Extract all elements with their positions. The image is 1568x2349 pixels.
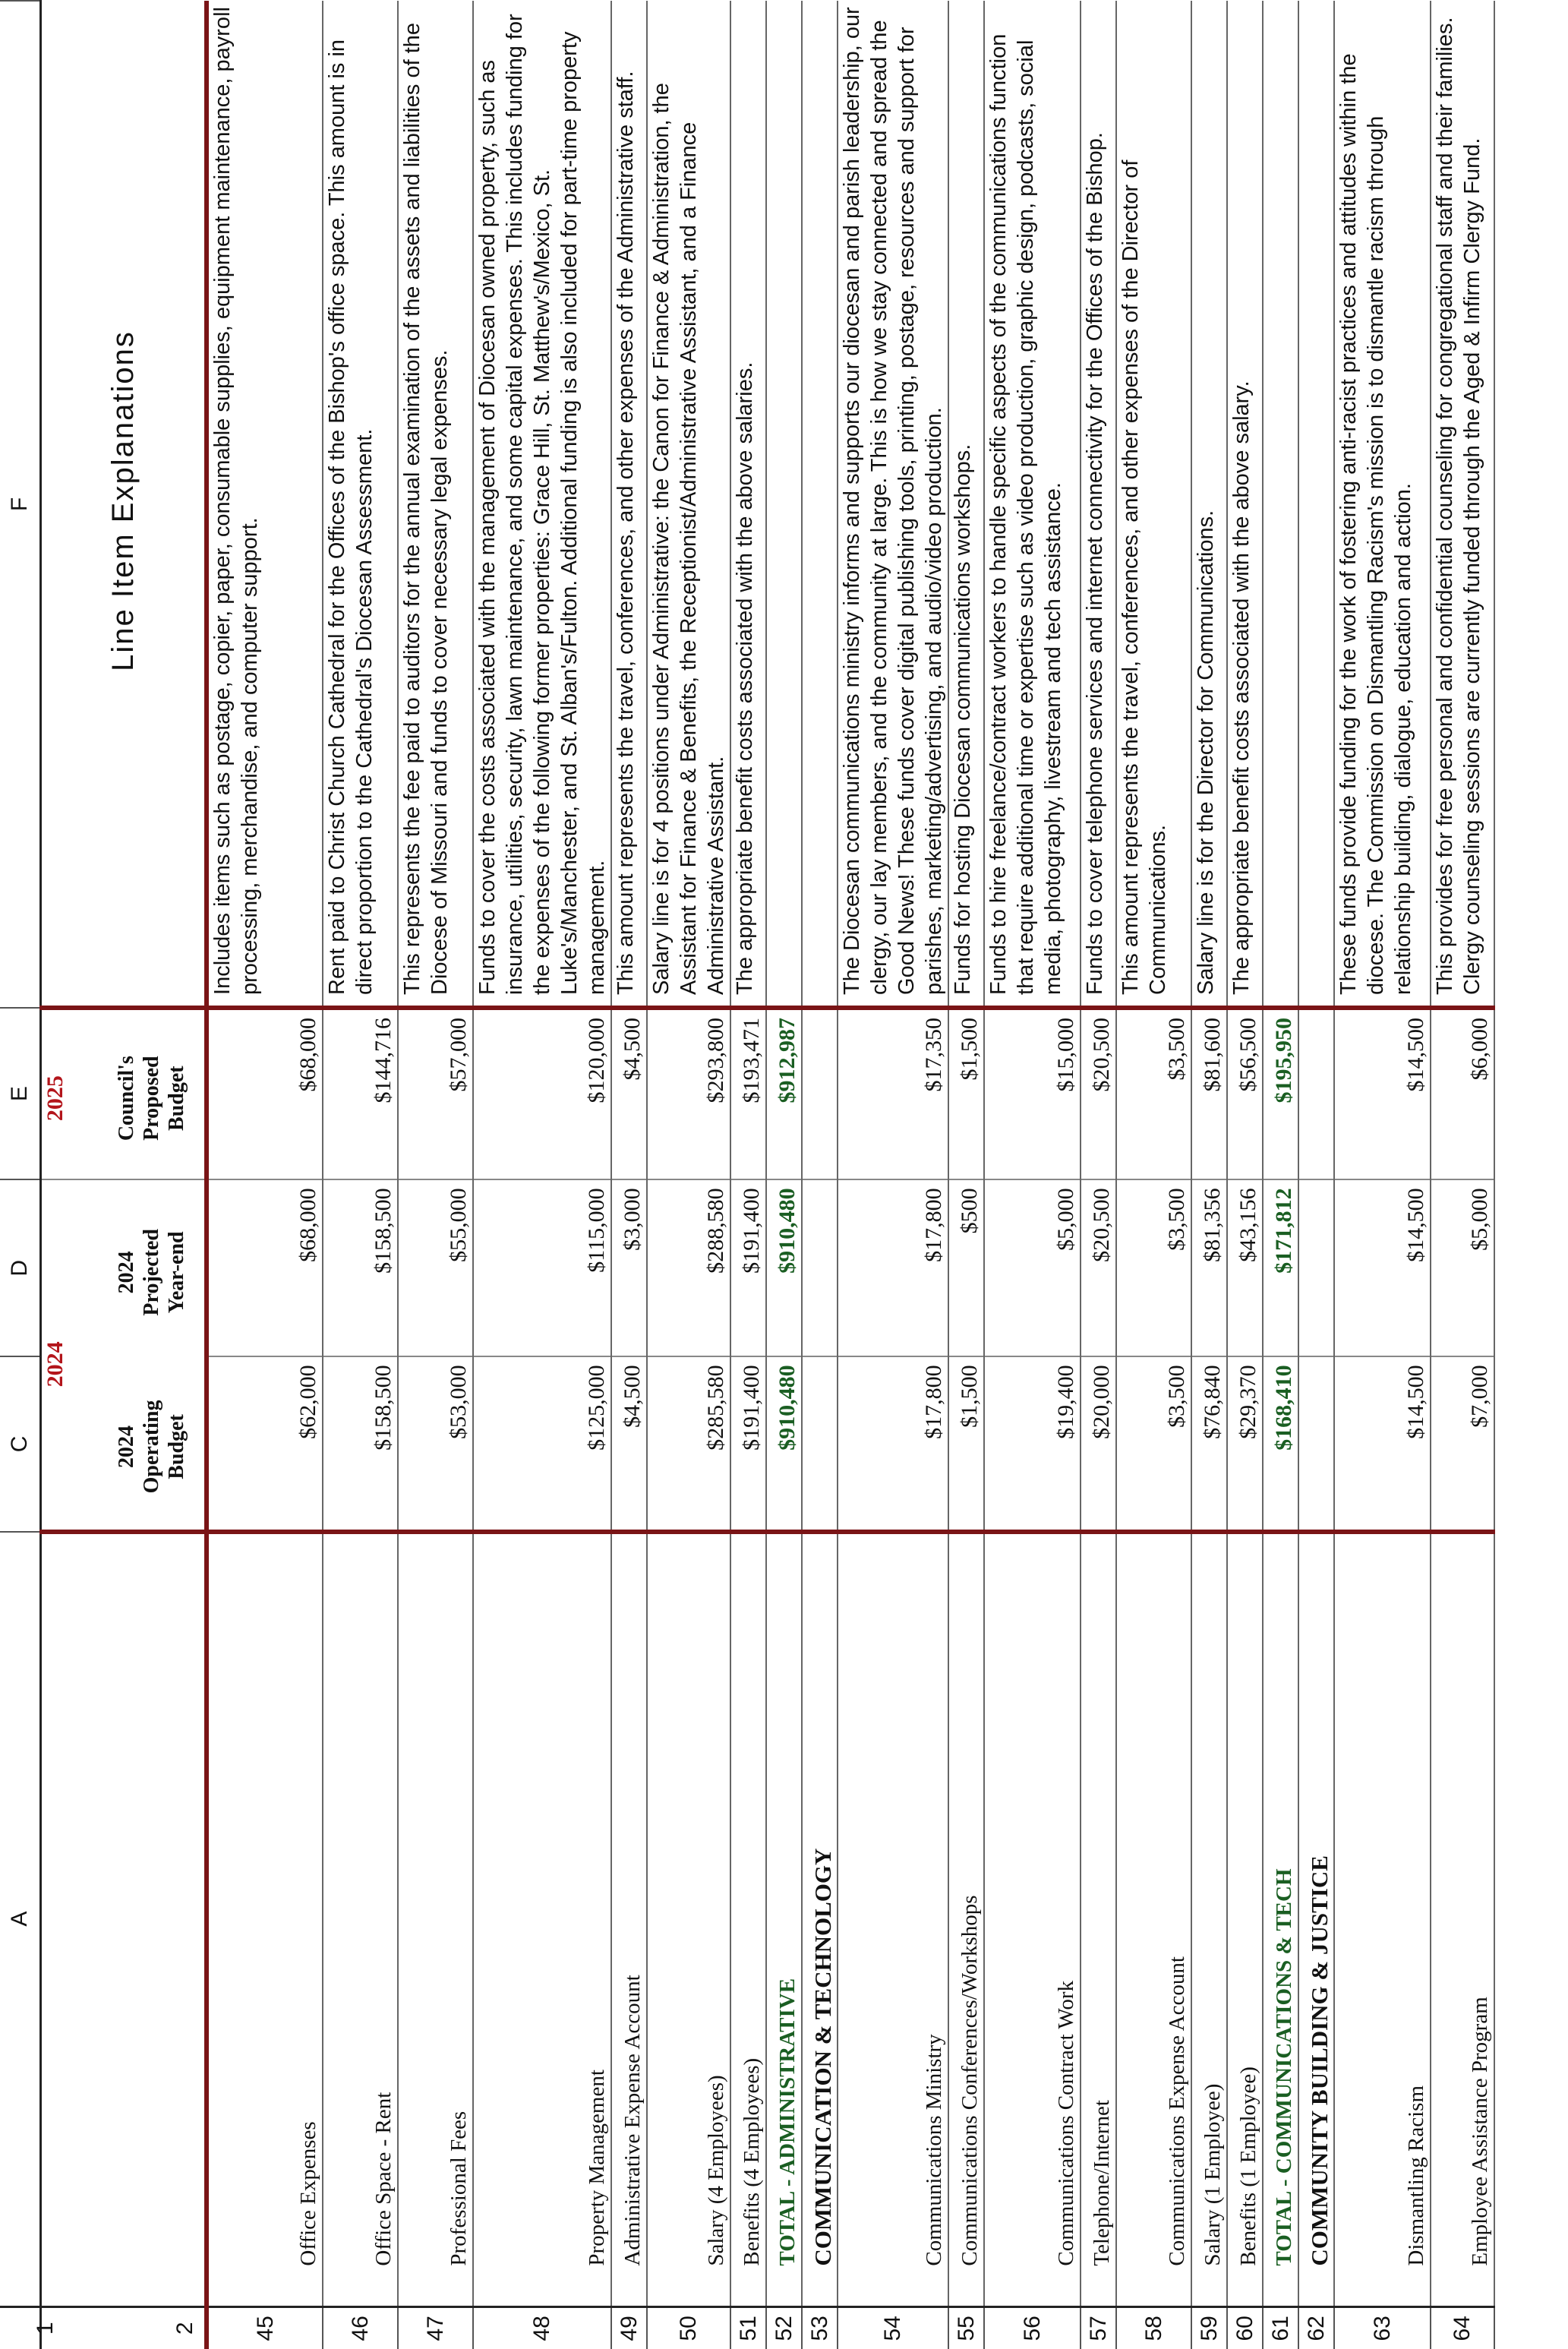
- table-row: [730, 1, 766, 2349]
- row-number[interactable]: 51: [730, 2306, 766, 2349]
- row-number[interactable]: 58: [1116, 2306, 1191, 2349]
- explanation-line: media, photography, livestream and tech assistance.: [1041, 482, 1065, 995]
- header-proposed-budget: Council's Proposed Budget: [115, 1056, 188, 1141]
- operating-budget-cell[interactable]: [802, 1356, 838, 1531]
- explanation-cell[interactable]: [1191, 1, 1227, 1008]
- column-header-e[interactable]: E: [0, 1008, 41, 1179]
- explanation-cell[interactable]: [1431, 1, 1494, 1008]
- explanation-line: the expenses of the following former properties: Grace Hill, St. Matthew's/Mexico, St.: [530, 169, 554, 995]
- line-item-label[interactable]: Telephone/Internet: [1081, 1532, 1116, 2307]
- table-row: [1191, 1, 1227, 2349]
- explanation-line: Clergy counseling sessions are currently funded through the Aged & Infirm Clergy Fund.: [1460, 137, 1484, 995]
- table-row: [984, 1, 1081, 2349]
- explanation-line: that require additional time or expertise such as video production, graphic design, podcasts, social: [1014, 39, 1038, 995]
- operating-budget-cell[interactable]: $62,000: [207, 1356, 323, 1531]
- explanation-line: The appropriate benefit costs associated with the above salaries.: [733, 362, 757, 995]
- row-number[interactable]: 63: [1334, 2306, 1431, 2349]
- table-row: [1081, 1, 1116, 2349]
- table-row: [611, 1, 647, 2349]
- projected-year-end-cell[interactable]: $17,800: [838, 1179, 948, 1356]
- operating-budget-cell[interactable]: $29,370: [1227, 1356, 1263, 1531]
- operating-budget-cell[interactable]: $191,400: [730, 1356, 766, 1531]
- projected-year-end-cell[interactable]: $68,000: [207, 1179, 323, 1356]
- explanation-line: Funds to hire freelance/contract workers to handle specific aspects of the communications function: [986, 33, 1011, 995]
- explanation-line: relationship building, dialogue, education and action.: [1391, 483, 1415, 995]
- line-item-label[interactable]: TOTAL - COMMUNICATIONS & TECH: [1263, 1532, 1298, 2307]
- line-item-label[interactable]: Communications Contract Work: [984, 1532, 1081, 2307]
- column-header-d[interactable]: D: [0, 1179, 41, 1356]
- proposed-budget-cell[interactable]: $4,500: [611, 1008, 647, 1179]
- explanation-line: Funds to cover the costs associated with the management of Diocesan owned property, such as: [475, 59, 500, 995]
- table-row: [398, 1, 473, 2349]
- line-item-label[interactable]: TOTAL - ADMINISTRATIVE: [766, 1532, 802, 2307]
- proposed-budget-cell[interactable]: $57,000: [398, 1008, 473, 1179]
- explanation-line: Funds for hosting Diocesan communications workshops.: [951, 444, 975, 995]
- line-item-label[interactable]: Dismantling Racism: [1334, 1532, 1431, 2307]
- explanation-line: diocese. The Commission on Dismantling Racism's mission is to dismantle racism through: [1364, 115, 1388, 995]
- projected-year-end-cell[interactable]: $158,500: [323, 1179, 398, 1356]
- proposed-budget-cell[interactable]: $6,000: [1431, 1008, 1494, 1179]
- table-row: [1334, 1, 1431, 2349]
- explanation-line: Diocese of Missouri and funds to cover necessary legal expenses.: [427, 349, 452, 995]
- projected-year-end-cell[interactable]: $910,480: [766, 1179, 802, 1356]
- table-row: [323, 1, 398, 2349]
- header-cell-f[interactable]: [41, 1, 207, 1008]
- proposed-budget-cell[interactable]: $3,500: [1116, 1008, 1191, 1179]
- table-row: [948, 1, 984, 2349]
- projected-year-end-cell[interactable]: $288,580: [647, 1179, 730, 1356]
- proposed-budget-cell[interactable]: $193,471: [730, 1008, 766, 1179]
- projected-year-end-cell[interactable]: [1298, 1179, 1334, 1356]
- row-number-header[interactable]: [33, 2306, 207, 2349]
- operating-budget-cell[interactable]: $14,500: [1334, 1356, 1431, 1531]
- line-item-label[interactable]: Property Management: [473, 1532, 611, 2307]
- projected-year-end-cell[interactable]: $14,500: [1334, 1179, 1431, 1356]
- header-cell-a[interactable]: [41, 1532, 207, 2307]
- row-number[interactable]: 53: [802, 2306, 838, 2349]
- year-2025-label: 2025: [43, 1075, 68, 1122]
- operating-budget-cell[interactable]: $910,480: [766, 1356, 802, 1531]
- projected-year-end-cell[interactable]: $55,000: [398, 1179, 473, 1356]
- header-operating-budget: 2024 Operating Budget: [115, 1400, 188, 1494]
- operating-budget-cell[interactable]: [1298, 1356, 1334, 1531]
- table-row: [1263, 1, 1298, 2349]
- explanation-line: This amount represents the travel, conferences, and other expenses of the Administrative staff.: [614, 71, 638, 995]
- explanation-cell[interactable]: [984, 1, 1081, 1008]
- row-number[interactable]: 61: [1263, 2306, 1298, 2349]
- row-number[interactable]: 49: [611, 2306, 647, 2349]
- proposed-budget-cell[interactable]: [802, 1008, 838, 1179]
- row-number[interactable]: 54: [838, 2306, 948, 2349]
- explanation-cell[interactable]: [948, 1, 984, 1008]
- projected-year-end-cell[interactable]: $171,812: [1263, 1179, 1298, 1356]
- line-item-label[interactable]: Office Space - Rent: [323, 1532, 398, 2307]
- operating-budget-cell[interactable]: $125,000: [473, 1356, 611, 1531]
- explanation-line: The Diocesan communications ministry informs and supports our diocesan and parish leadership, our: [840, 7, 864, 995]
- row-number[interactable]: 56: [984, 2306, 1081, 2349]
- explanation-cell[interactable]: [802, 1, 838, 1008]
- line-item-label[interactable]: Communications Ministry: [838, 1532, 948, 2307]
- explanation-cell[interactable]: [398, 1, 473, 1008]
- line-item-label[interactable]: Salary (1 Employee): [1191, 1532, 1227, 2307]
- projected-year-end-cell[interactable]: $43,156: [1227, 1179, 1263, 1356]
- table-row: [766, 1, 802, 2349]
- row-number[interactable]: 47: [398, 2306, 473, 2349]
- explanation-cell[interactable]: [838, 1, 948, 1008]
- explanation-cell[interactable]: [207, 1, 323, 1008]
- operating-budget-cell[interactable]: $1,500: [948, 1356, 984, 1531]
- proposed-budget-cell[interactable]: $120,000: [473, 1008, 611, 1179]
- explanation-cell[interactable]: [473, 1, 611, 1008]
- explanation-line: Funds to cover telephone services and internet connectivity for the Offices of the Bishop.: [1083, 132, 1107, 995]
- operating-budget-cell[interactable]: $20,000: [1081, 1356, 1116, 1531]
- row-number[interactable]: 50: [647, 2306, 730, 2349]
- year-2024-label: 2024: [43, 1341, 68, 1388]
- row-number[interactable]: 48: [473, 2306, 611, 2349]
- line-item-label[interactable]: Communications Conferences/Workshops: [948, 1532, 984, 2307]
- explanation-line: parishes, marketing/advertising, and audio/video production.: [922, 407, 946, 995]
- operating-budget-cell[interactable]: $285,580: [647, 1356, 730, 1531]
- proposed-budget-cell[interactable]: $56,500: [1227, 1008, 1263, 1179]
- proposed-budget-cell[interactable]: $17,350: [838, 1008, 948, 1179]
- line-item-label[interactable]: Administrative Expense Account: [611, 1532, 647, 2307]
- section-heading[interactable]: COMMUNITY BUILDING & JUSTICE: [1298, 1532, 1334, 2307]
- row-number[interactable]: 45: [207, 2306, 323, 2349]
- line-item-label[interactable]: Office Expenses: [207, 1532, 323, 2307]
- explanation-line: Assistant for Finance & Benefits, the Receptionist/Administrative Assistant, and a Finance: [677, 122, 701, 995]
- explanation-cell[interactable]: [1334, 1, 1431, 1008]
- table-row: [838, 1, 948, 2349]
- explanation-cell[interactable]: [647, 1, 730, 1008]
- operating-budget-cell[interactable]: $158,500: [323, 1356, 398, 1531]
- proposed-budget-cell[interactable]: $1,500: [948, 1008, 984, 1179]
- line-item-label[interactable]: Salary (4 Employees): [647, 1532, 730, 2307]
- row-number[interactable]: 59: [1191, 2306, 1227, 2349]
- proposed-budget-cell[interactable]: $144,716: [323, 1008, 398, 1179]
- table-row: [473, 1, 611, 2349]
- row-number[interactable]: 60: [1227, 2306, 1263, 2349]
- header-cell-d[interactable]: [41, 1179, 207, 1356]
- operating-budget-cell[interactable]: $7,000: [1431, 1356, 1494, 1531]
- explanation-line: Communications.: [1146, 824, 1170, 995]
- table-row: [1431, 1, 1494, 2349]
- row-number-1: 1: [33, 2322, 58, 2335]
- explanation-cell[interactable]: [323, 1, 398, 1008]
- operating-budget-cell[interactable]: $4,500: [611, 1356, 647, 1531]
- column-letter-row: [0, 1, 41, 2349]
- projected-year-end-cell[interactable]: $5,000: [984, 1179, 1081, 1356]
- explanation-line: clergy, our lay members, and the community at large. This is how we stay connected and spread the: [867, 20, 891, 995]
- projected-year-end-cell[interactable]: $3,500: [1116, 1179, 1191, 1356]
- explanation-line: management.: [585, 860, 609, 995]
- column-header-a[interactable]: A: [0, 1532, 41, 2307]
- explanation-line: Salary line is for the Director for Communications.: [1194, 510, 1218, 995]
- operating-budget-cell[interactable]: $17,800: [838, 1356, 948, 1531]
- table-row: [207, 1, 323, 2349]
- row-number[interactable]: 62: [1298, 2306, 1334, 2349]
- line-item-label[interactable]: Communications Expense Account: [1116, 1532, 1191, 2307]
- explanation-cell[interactable]: [1263, 1, 1298, 1008]
- projected-year-end-cell[interactable]: $81,356: [1191, 1179, 1227, 1356]
- proposed-budget-cell[interactable]: $912,987: [766, 1008, 802, 1179]
- proposed-budget-cell[interactable]: $195,950: [1263, 1008, 1298, 1179]
- column-header-f[interactable]: F: [0, 1, 41, 1008]
- operating-budget-cell[interactable]: $3,500: [1116, 1356, 1191, 1531]
- line-item-label[interactable]: Benefits (4 Employees): [730, 1532, 766, 2307]
- line-item-label[interactable]: Professional Fees: [398, 1532, 473, 2307]
- explanation-cell[interactable]: [1298, 1, 1334, 1008]
- explanation-line: Salary line is for 4 positions under Administrative: the Canon for Finance & Administration, the: [649, 83, 674, 995]
- table-row: [647, 1, 730, 2349]
- table-row: [1298, 1, 1334, 2349]
- column-header-c[interactable]: C: [0, 1356, 41, 1531]
- projected-year-end-cell[interactable]: $20,500: [1081, 1179, 1116, 1356]
- row-number[interactable]: 57: [1081, 2306, 1116, 2349]
- projected-year-end-cell[interactable]: $5,000: [1431, 1179, 1494, 1356]
- explanation-line: The appropriate benefit costs associated with the above salary.: [1229, 380, 1254, 995]
- projected-year-end-cell[interactable]: $3,000: [611, 1179, 647, 1356]
- header-cell-c[interactable]: [41, 1341, 207, 1531]
- explanation-line: This provides for free personal and confidential counseling for congregational staff and their families.: [1433, 17, 1457, 995]
- explanation-cell[interactable]: [1227, 1, 1263, 1008]
- header-row: [41, 1, 207, 2349]
- header-cell-e[interactable]: [41, 1008, 207, 1179]
- operating-budget-cell[interactable]: $168,410: [1263, 1356, 1298, 1531]
- table-row: [1116, 1, 1191, 2349]
- projected-year-end-cell[interactable]: [802, 1179, 838, 1356]
- explanation-line: Includes items such as postage, copier, paper, consumable supplies, equipment maintenance, payroll: [210, 7, 235, 995]
- explanation-cell[interactable]: [766, 1, 802, 1008]
- proposed-budget-cell[interactable]: [1298, 1008, 1334, 1179]
- operating-budget-cell[interactable]: $53,000: [398, 1356, 473, 1531]
- explanation-cell[interactable]: [1116, 1, 1191, 1008]
- projected-year-end-cell[interactable]: $191,400: [730, 1179, 766, 1356]
- row-number[interactable]: 46: [323, 2306, 398, 2349]
- proposed-budget-cell[interactable]: $15,000: [984, 1008, 1081, 1179]
- explanation-line: Good News! These funds cover digital publishing tools, printing, postage, resources and support for: [894, 27, 919, 995]
- proposed-budget-cell[interactable]: $81,600: [1191, 1008, 1227, 1179]
- header-line-item-explanations: Line Item Explanations: [106, 330, 140, 671]
- table-row: [1227, 1, 1263, 2349]
- explanation-line: direct proportion to the Cathedral's Diocesan Assessment.: [352, 428, 377, 995]
- header-projected-year-end: 2024 Projected Year-end: [115, 1229, 188, 1316]
- line-item-label[interactable]: Employee Assistance Program: [1431, 1532, 1494, 2307]
- row-number[interactable]: 55: [948, 2306, 984, 2349]
- proposed-budget-cell[interactable]: $68,000: [207, 1008, 323, 1179]
- explanation-line: This represents the fee paid to auditors for the annual examination of the assets and liabilities of the: [400, 22, 424, 995]
- operating-budget-cell[interactable]: $19,400: [984, 1356, 1081, 1531]
- line-item-label[interactable]: Benefits (1 Employee): [1227, 1532, 1263, 2307]
- explanation-line: Rent paid to Christ Church Cathedral for the Offices of the Bishop's office space. This amount is in: [325, 39, 349, 995]
- explanation-line: processing, merchandise, and computer support.: [238, 517, 262, 995]
- projected-year-end-cell[interactable]: $115,000: [473, 1179, 611, 1356]
- explanation-line: Administrative Assistant.: [704, 756, 728, 995]
- row-number-2: 2: [172, 2322, 197, 2335]
- operating-budget-cell[interactable]: $76,840: [1191, 1356, 1227, 1531]
- explanation-cell[interactable]: [611, 1, 647, 1008]
- explanation-line: These funds provide funding for the work of fostering anti-racist practices and attitudes within the: [1336, 53, 1361, 995]
- proposed-budget-cell[interactable]: $293,800: [647, 1008, 730, 1179]
- section-heading[interactable]: COMMUNICATION & TECHNOLOGY: [802, 1532, 838, 2307]
- table-row: [802, 1, 838, 2349]
- explanation-cell[interactable]: [730, 1, 766, 1008]
- proposed-budget-cell[interactable]: $20,500: [1081, 1008, 1116, 1179]
- explanation-cell[interactable]: [1081, 1, 1116, 1008]
- projected-year-end-cell[interactable]: $500: [948, 1179, 984, 1356]
- proposed-budget-cell[interactable]: $14,500: [1334, 1008, 1431, 1179]
- row-number[interactable]: 64: [1431, 2306, 1494, 2349]
- explanation-line: insurance, utilities, security, lawn maintenance, and some capital expenses. This includes funding for: [503, 14, 527, 995]
- row-number[interactable]: 52: [766, 2306, 802, 2349]
- explanation-line: This amount represents the travel, conferences, and other expenses of the Director of: [1118, 159, 1143, 995]
- explanation-line: Luke's/Manchester, and St. Alban's/Fulton. Additional funding is also included for part-time property: [557, 31, 582, 995]
